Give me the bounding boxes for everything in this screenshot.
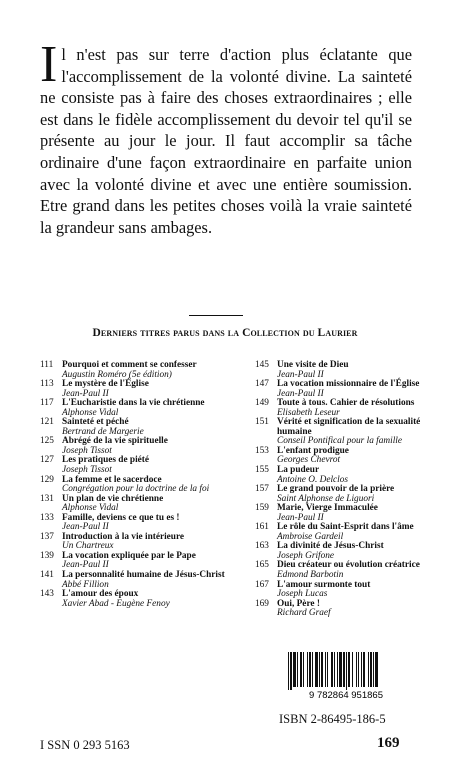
title-number: 137 — [40, 531, 54, 542]
title-author: Conseil Pontifical pour la famille — [277, 436, 402, 447]
title-author: Saint Alphonse de Liguori — [277, 493, 375, 504]
title-author: Joseph Lucas — [277, 589, 328, 600]
title-name: Introduction à la vie intérieure — [62, 531, 185, 542]
title-name: La divinité de Jésus-Christ — [277, 541, 384, 552]
title-entry — [255, 380, 435, 399]
title-name: Famille, deviens ce que tu es ! — [62, 512, 180, 523]
title-entry — [255, 581, 435, 600]
title-name: La personnalité humaine de Jésus-Christ — [62, 570, 225, 581]
title-author: Ambroise Gardeil — [277, 531, 344, 542]
title-entry — [40, 571, 225, 590]
title-entry — [40, 590, 225, 609]
title-author: Jean-Paul II — [62, 560, 109, 571]
title-number: 129 — [40, 474, 54, 485]
title-entry — [40, 476, 225, 495]
title-name: L'enfant prodigue — [277, 445, 349, 456]
titles-list-heading: Derniers titres parus dans la Collection du Laurier — [92, 327, 358, 339]
title-number: 167 — [255, 579, 269, 590]
title-name: Dieu créateur ou évolution créatrice — [277, 560, 420, 571]
title-entry — [40, 514, 225, 533]
title-number: 159 — [255, 503, 269, 514]
title-author: Georges Chevrot — [277, 455, 341, 466]
title-author: Elisabeth Leseur — [277, 407, 340, 418]
title-author: Jean-Paul II — [277, 512, 324, 523]
title-author: Jean-Paul II — [277, 388, 324, 399]
title-name: La pudeur — [277, 465, 320, 476]
barcode — [282, 652, 409, 699]
title-number: 113 — [40, 379, 54, 390]
title-entry — [40, 399, 225, 418]
title-author: Alphonse Vidal — [62, 407, 119, 418]
title-name: L'amour surmonte tout — [277, 579, 371, 590]
title-name: Le mystère de l'Église — [62, 379, 149, 390]
title-entry — [40, 380, 225, 399]
title-number: 111 — [40, 360, 54, 370]
issn: I SSN 0 293 5163 — [40, 738, 130, 752]
drop-cap: I — [40, 36, 58, 93]
title-name: Une visite de Dieu — [277, 360, 349, 370]
title-number: 117 — [40, 398, 54, 409]
title-name: Un plan de vie chrétienne — [62, 493, 164, 504]
title-entry — [40, 533, 225, 552]
title-number: 133 — [40, 512, 54, 523]
title-author: Abbé Fillion — [62, 579, 109, 590]
titles-column-left — [40, 361, 225, 609]
titles-column-right — [255, 361, 435, 619]
title-name: Sainteté et péché — [62, 417, 129, 428]
title-entry — [40, 456, 225, 475]
title-entry — [40, 418, 225, 437]
title-author: Bertrand de Margerie — [62, 426, 144, 437]
title-author: Un Chartreux — [62, 541, 114, 552]
title-number: 155 — [255, 465, 269, 476]
title-author: Congrégation pour la doctrine de la foi — [62, 484, 210, 495]
title-entry — [40, 552, 225, 571]
quote-text: l n'est pas sur terre d'action plus éclatante que l'accomplissement de la volonté divine. La sainteté ne consiste pas à faire des choses extraordinaires ; elle est dans le fidèle accomplissement du devoir tel qu'il se présente au jour le jour. Il faut accomplir sa tâche ordinaire d'une façon extraordinaire en parfaite union avec la volonté divine et avec une entière soumission. Etre grand dans les petites choses voilà la vraie sainteté la grandeur sans ambages. — [40, 45, 412, 237]
barcode-digits: 9 782864 951865 — [309, 690, 383, 699]
title-name: Pourquoi et comment se confesser — [62, 360, 197, 370]
title-name: Le rôle du Saint-Esprit dans l'âme — [277, 522, 414, 533]
title-number: 157 — [255, 484, 269, 495]
title-author: Edmond Barbotin — [277, 570, 344, 581]
title-number: 131 — [40, 493, 54, 504]
title-number: 143 — [40, 589, 54, 600]
title-author: Jean-Paul II — [62, 388, 109, 399]
title-entry — [40, 437, 225, 456]
title-author: Jean-Paul II — [277, 369, 324, 380]
title-number: 151 — [255, 417, 269, 428]
title-entry — [255, 504, 435, 523]
title-name: Oui, Père ! — [277, 598, 320, 609]
title-name: Toute à tous. Cahier de résolutions — [277, 398, 415, 409]
title-number: 161 — [255, 522, 269, 533]
title-entry — [255, 485, 435, 504]
title-entry — [255, 361, 435, 380]
quote-paragraph — [40, 36, 412, 238]
title-author: Richard Graef — [277, 608, 331, 619]
title-name: La femme et le sacerdoce — [62, 474, 162, 485]
title-entry — [255, 447, 435, 466]
title-number: 165 — [255, 560, 269, 571]
issue-number: 169 — [377, 735, 400, 751]
title-author: Xavier Abad - Eugène Fenoy — [62, 598, 170, 609]
title-number: 145 — [255, 360, 269, 370]
title-entry — [255, 466, 435, 485]
title-entry — [255, 600, 435, 619]
title-author: Jean-Paul II — [62, 522, 109, 533]
title-number: 153 — [255, 445, 269, 456]
title-author: Joseph Tissot — [62, 445, 112, 456]
title-author: Joseph Grifone — [277, 550, 335, 561]
title-number: 149 — [255, 398, 269, 409]
title-number: 163 — [255, 541, 269, 552]
title-number: 141 — [40, 570, 54, 581]
title-author: Alphonse Vidal — [62, 503, 119, 514]
title-name: Vérité et signification de la sexualité humaine — [277, 417, 421, 437]
title-name: Abrégé de la vie spirituelle — [62, 436, 168, 447]
divider-rule — [189, 315, 243, 316]
title-name: La vocation expliquée par le Pape — [62, 550, 196, 561]
title-entry — [40, 495, 225, 514]
title-author: Joseph Tissot — [62, 465, 112, 476]
title-number: 125 — [40, 436, 54, 447]
title-name: La vocation missionnaire de l'Église — [277, 379, 420, 390]
title-entry — [255, 523, 435, 542]
title-entry — [255, 561, 435, 580]
title-number: 121 — [40, 417, 54, 428]
title-author: Augustin Roméro (5e édition) — [62, 369, 172, 380]
title-name: L'Eucharistie dans la vie chrétienne — [62, 398, 205, 409]
title-entry — [255, 399, 435, 418]
title-name: Marie, Vierge Immaculée — [277, 503, 378, 514]
title-number: 147 — [255, 379, 269, 390]
isbn: ISBN 2-86495-186-5 — [279, 712, 386, 726]
title-number: 139 — [40, 550, 54, 561]
title-name: L'amour des époux — [62, 589, 139, 600]
title-name: Le grand pouvoir de la prière — [277, 484, 395, 495]
title-name: Les pratiques de piété — [62, 455, 150, 466]
title-entry — [40, 361, 225, 380]
title-author: Antoine O. Delclos — [277, 474, 349, 485]
title-number: 127 — [40, 455, 54, 466]
title-entry — [255, 542, 435, 561]
title-number: 169 — [255, 598, 269, 609]
title-entry — [255, 418, 435, 447]
